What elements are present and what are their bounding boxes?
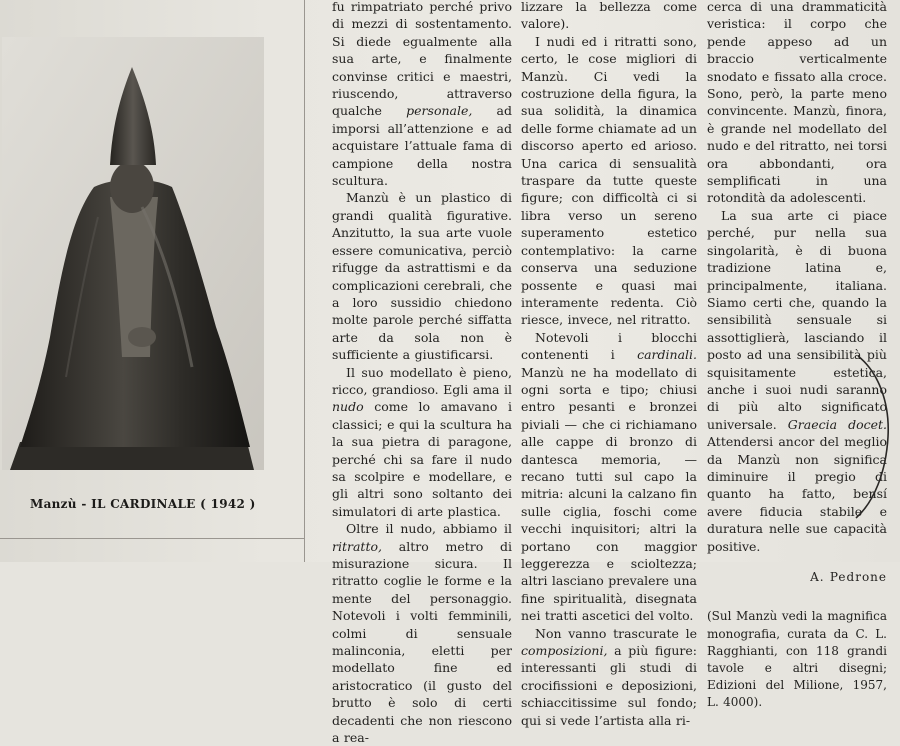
paragraph: cerca di una drammaticità veristica: il corpo che pende appeso ad un braccio verticalmente snodato e fissato alla croce. Sono, però, la parte meno convincente. Manzù, finora, è grande nel modellato del nudo e del ritratto, nei torsi ora abbondanti, ora semplificati in una rotondità da adolescenti. bbox=[707, 0, 887, 206]
text-column-1 bbox=[332, 0, 512, 746]
caption-separator: - bbox=[81, 497, 87, 511]
caption-year: ( 1942 ) bbox=[200, 497, 256, 511]
paragraph: fu rimpatriato perché privo di mezzi di sostentamento. Si diede egualmente alla sua arte, e finalmente convinse critici e maestri, riuscendo, attraverso qualche personale, ad imporsi all’attenzione e ad acquistare l’attuale fama di campione della nostra scultura. bbox=[332, 0, 512, 189]
paragraph: Notevoli i blocchi contenenti i cardinali. Manzù ne ha modellato di ogni sorta e tipo; chiusi entro pesanti e bronzei piviali — che ci richiamano alle cappe di bronzo di dantesca memoria, — recano tutti sul capo la mitria: alcuni la calzano fin sulle ciglia, foschi come vecchi inquisitori; altri la portano con maggior leggerezza e scioltezza; altri lasciano prevalere una fine spiritualità, disegnata nei tratti ascetici del volto. bbox=[521, 329, 697, 624]
paragraph: lizzare la bellezza come valore). bbox=[521, 0, 697, 32]
author-signature: A. Pedrone bbox=[810, 570, 887, 584]
paragraph: Manzù è un plastico di grandi qualità figurative. Anzitutto, la sua arte vuole essere comunicativa, perciò rifugge da astrattismi e da complicazioni cerebrali, che a loro sussidio chiedono molte parole perché siffatta arte da sola non è sufficiente a giustificarsi. bbox=[332, 190, 512, 363]
paragraph: I nudi ed i ritratti sono, certo, le cose migliori di Manzù. Ci vedi la costruzione della figura, la sua solidità, la dinamica delle forme chiamate ad un discorso aperto ed arioso. Una carica di sensualità traspare da tutte queste figure; con difficoltà ci si libra verso un sereno superamento estetico contemplativo: la carne conserva una seduzione possente e quasi mai interamente redenta. Ciò riesce, invece, nel ritratto. bbox=[521, 33, 697, 328]
paragraph: Oltre il nudo, abbiamo il ritratto, altro metro di misurazione sicura. Il ritratto coglie le forme e la mente del personaggio. Notevoli i volti femminili, colmi di sensuale malinconia, eletti per modellato fine ed aristocratico (il gusto del brutto è solo di certi decadenti che non riescono a rea- bbox=[332, 521, 512, 746]
cardinal-sculpture-icon bbox=[2, 37, 264, 470]
paragraph: La sua arte ci piace perché, pur nella sua singolarità, è di buona tradizione latina e, principalmente, italiana. Siamo certi che, quando la sensibilità sensuale si assottiglierà, lasciando il posto ad una sensibilità più squisitamente estetica, anche i suoi nudi saranno di più alto significato universale. Graecia docet. Attendersi ancor del meglio da Manzù non significa diminuire il pregio di quanto ha fatto, bensí avere fiducia stabile e duratura nelle sue capacità positive. bbox=[707, 207, 887, 554]
text-column-2 bbox=[521, 0, 697, 729]
column-divider bbox=[304, 0, 305, 562]
caption-title: IL CARDINALE bbox=[91, 497, 196, 511]
bibliographic-note bbox=[707, 608, 887, 711]
caption-divider bbox=[0, 538, 304, 539]
paragraph: Non vanno trascurate le composizioni, a più figure: interessanti gli studi di crocifissioni e deposizioni, schiaccitissime sul fondo; qui si vede l’artista alla ri- bbox=[521, 625, 697, 728]
note-text: (Sul Manzù vedi la magnifica monografia, curata da C. L. Ragghianti, con 118 grandi tavole e altri disegni; Edizioni del Milione, 1957, L. 4000). bbox=[707, 609, 887, 710]
caption-author: Manzù bbox=[30, 497, 77, 511]
photo-caption bbox=[30, 497, 290, 511]
sculpture-photo bbox=[2, 37, 264, 470]
paragraph: Il suo modellato è pieno, ricco, grandioso. Egli ama il nudo come lo amavano i classici; e qui la scultura ha la sua pietra di paragone, perché chi sa fare il nudo sa scolpire e modellare, e gli altri sono soltanto dei simulatori di arte plastica. bbox=[332, 364, 512, 519]
pen-mark-icon bbox=[838, 352, 898, 522]
